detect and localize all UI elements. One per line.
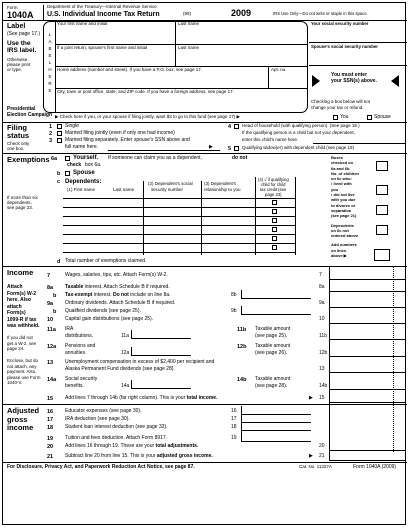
attach-note: Attach Form(s) W-2 here. Also attach Form(s) 1099-R if tax was withheld. — [7, 284, 40, 329]
line18-amount[interactable] — [241, 422, 311, 431]
line7-label: Wages, salaries, tips, etc. Attach Form(s) W-2. — [65, 272, 168, 278]
pec-you-checkbox[interactable] — [333, 115, 338, 120]
line11a-amount[interactable] — [131, 330, 191, 339]
mfj-checkbox[interactable] — [57, 131, 62, 136]
line17-label: IRA deduction (see page 30). — [65, 416, 130, 422]
line20-amount[interactable] — [329, 441, 406, 451]
filing-title2: status — [7, 131, 30, 140]
yourself-text: If someone can claim you as a dependent, — [108, 155, 202, 161]
line9b-amount[interactable] — [241, 306, 311, 315]
total-exemptions-label: Total number of exemptions claimed. — [65, 258, 147, 264]
label-other1: Otherwise, — [7, 57, 29, 62]
line7-amount[interactable] — [329, 270, 406, 280]
dep-credit-checkbox[interactable] — [272, 227, 277, 232]
checking-note2: change your tax or refund. — [311, 105, 364, 110]
qw-label: Qualifying widow(er) with dependent child (see page 19) — [242, 145, 355, 150]
label-use2: IRS label. — [7, 47, 37, 54]
left-triangle-icon — [312, 75, 320, 87]
line12a-amount[interactable] — [131, 347, 191, 356]
ssn-warning: You must enter your SSN(s) above. — [309, 67, 407, 97]
dependent-row[interactable] — [63, 234, 295, 235]
form-tag: (99) — [183, 11, 192, 16]
dep-credit-checkbox[interactable] — [272, 218, 277, 223]
form-1040a-page: Form 1040A Department of the Treasury—Internal Revenue Service U.S. Individual Income Tax Return (99) 2009 IRS Use Only—Do not write or staple in this space. Label (See page 17.) Use the IRS label. Otherwise, please print or type. L A B E L H E R E Your first name and initial Last name If a joint return, spouse's first name and initial Last name Home address (number and street). If you have a P.O. box, see page 17. Apt. no. City, town or post office, state, and ZIP code. If you have a foreign address, see page 17. Your social security number Spouse's social security number You must enter your SSN(s) above. Checking a box below will not change your tax or refund. Presidential Election Campaign ▶ Check here if you, or your spouse if filing jointly, want $3 to go to this fund (see page 17) ▶ You Spouse Filing status Check only one box. 1 Single 2 Married filing jointly (even if only one had income) 3 Married filing separately. Enter spouse's SSN above and full name here. ▶ 4 Head of household (with qualifying person). (See page 18.) If the qualifying person is a child but not your dependent, enter this child's name here. 5 Qualifying widow(er) with dependent child (see page 19) Exemptions 6a Yourself. If someone can claim you as a dependent, do not check box 6a. b Spouse c Dependents: (1) First name Last name (2) Dependent's social security number (3) Dependent's relationship to you (4) √ if qualifying child for child tax credit (see page 23) If more than six dependents, see page 23. Boxes checked on 6a and 6b No. of children on 6c who: • lived with you • did not live with you due to divorce or separation (see page 21) Dependents on 6c not entered above Add numbers on lines above ▶ d Total number of exemptions claimed. Income Attach Form(s) W-2 here. Also attach Form(s) 1099-R if tax was withheld. If you did not get a W-2, see page 24. Enclose, but do not attach, any payment. Also, please use Form 1040-V. 7 Wages, salaries, tips, etc. Attach Form(s) W-2. 7 8a Taxable interest. Attach Schedule B if required. 8a b Tax-exempt interest. Do not include on line 8a. 8b 9a Ordinary dividends. Attach Schedule B if required. 9a b Qualified dividends (see page 25). 9b 10 Capital gain distributions (see page 25). 10 11a IRA distributions. 11a 11b Taxable amount (see page 25). 11b 12a Pensions and annuities. 12a 12b Taxable amount (see page 26). 12b 13 Unemployment compensation in excess of $2,400 per recipient and Alaska Permanent Fund dividends (see page 28). 13 14a Social security benefits. 14a 14b Taxable amount (see page 28). 14b 15 Add lines 7 through 14b (far right column). This is your total income. ▶ 15 Adjusted gross income 16 Educator expenses (see page 30). 16 17 IRA deduction (see page 30). 17 18 Student loan interest deduction (see page 32). 18 19 Tuition and fees deduction. Attach Form 8917. 19 20 Add lines 16 through 19. These are your total adjustments. 20 21 Subtract line 20 from line 15. This is your adjusted gross income. ▶ 21 For Disclosure, Privacy Act, and Paperwork Reduction Act Notice, see page 87. Cat. No. 11327A Form 1040A (2009) — [2, 2, 406, 525]
not-lived-count[interactable] — [376, 205, 388, 215]
checking-note1: Checking a box below will not — [311, 99, 371, 104]
exemptions-title: Exemptions — [7, 155, 50, 164]
single-label: Single — [65, 123, 79, 129]
qw-checkbox[interactable] — [234, 146, 239, 151]
line14a-amount[interactable] — [131, 380, 191, 389]
mfs-label: Married filing separately. Enter spouse's SSN above and — [65, 137, 190, 143]
footer-cat: Cat. No. 11327A — [299, 464, 332, 469]
filing-title1: Filing — [7, 123, 27, 132]
city-state-zip-field[interactable]: City, town or post office, state, and ZIP code. If you have a foreign address, see page 17. — [57, 89, 234, 94]
no-w2-note: If you did not get a W-2, see page 24. — [7, 335, 37, 351]
line18-label: Student loan interest deduction (see page 32). — [65, 424, 168, 430]
dependent-row[interactable] — [63, 207, 295, 208]
pec-text: ▶ Check here if you, or your spouse if filing jointly, want $3 to go to this fund (see page 17) ▶ — [55, 114, 240, 119]
form-word: Form — [7, 5, 18, 10]
line21-label: Subtract line 20 from line 15. This is your adjusted gross income. — [65, 453, 213, 459]
pec-spouse-checkbox[interactable] — [367, 115, 372, 120]
label-other2: please print — [7, 62, 31, 67]
line15-label: Add lines 7 through 14b (far right column). This is your total income. — [65, 395, 218, 401]
mfs-arrow-icon: ▶ — [209, 144, 213, 150]
line8b-label: Tax-exempt interest. Do not include on line 8a. — [65, 292, 171, 298]
apt-field[interactable]: Apt. no. — [271, 67, 287, 72]
dep-credit-checkbox[interactable] — [272, 209, 277, 214]
single-checkbox[interactable] — [57, 124, 62, 129]
line9a-label: Ordinary dividends. Attach Schedule B if required. — [65, 300, 176, 306]
hoh-label2: If the qualifying person is a child but not your dependent, — [242, 130, 355, 135]
hoh-checkbox[interactable] — [234, 124, 239, 129]
right-triangle-icon — [391, 75, 399, 87]
line12b-amount[interactable] — [329, 340, 406, 357]
label-use1: Use the — [7, 40, 31, 47]
line21-amount[interactable] — [329, 451, 406, 461]
yourself-checkbox[interactable] — [65, 156, 70, 161]
line10-amount[interactable] — [329, 314, 406, 324]
dependents-label: Dependents: — [65, 179, 102, 185]
line14b-amount[interactable] — [329, 373, 406, 390]
footer-notice: For Disclosure, Privacy Act, and Paperwork Reduction Act Notice, see page 87. — [7, 464, 195, 470]
dependents-not-entered-count[interactable] — [376, 225, 388, 235]
label-title: Label — [7, 23, 26, 30]
form-id: 1040A — [7, 10, 34, 20]
form-title: U.S. Individual Income Tax Return — [47, 11, 160, 18]
home-address-field[interactable]: Home address (number and street). If you have a P.O. box, see page 17. — [57, 67, 202, 72]
line15-amount[interactable] — [329, 390, 406, 403]
label-here-vertical: L A B E L H E R E — [48, 32, 52, 93]
pres-title2: Election Campaign — [7, 112, 53, 118]
line21-arrow-icon: ▶ — [309, 453, 313, 459]
mfs-label2: full name here. — [65, 144, 99, 150]
agency: Department of the Treasury—Internal Revenue Service — [47, 4, 157, 9]
irs-use-note: IRS Use Only—Do not write or staple in this space. — [273, 11, 368, 16]
spouse-ssn-field[interactable]: Spouse's social security number — [309, 44, 407, 66]
pec-you-label: You — [340, 114, 349, 120]
pres-title1: Presidential — [7, 106, 36, 112]
last-name-field[interactable]: Last name — [178, 21, 200, 26]
total-exemptions-box[interactable] — [374, 249, 390, 261]
dep-credit-checkbox[interactable] — [272, 200, 277, 205]
dep-credit-checkbox[interactable] — [272, 245, 277, 250]
spouse-checkbox[interactable] — [65, 171, 70, 176]
mfs-spouse-name-field[interactable] — [108, 150, 220, 151]
line20-label: Add lines 16 through 19. These are your total adjustments. — [65, 443, 199, 449]
line15-arrow-icon: ▶ — [309, 395, 313, 401]
filing-check1: Check only — [7, 141, 30, 146]
line19-amount[interactable] — [241, 431, 311, 442]
pec-spouse-label: Spouse — [374, 114, 391, 120]
line10-label: Capital gain distributions (see page 25). — [65, 316, 154, 322]
lived-with-count[interactable] — [376, 185, 388, 195]
mfj-label: Married filing jointly (even if only one had income) — [65, 130, 175, 136]
mfs-checkbox[interactable] — [57, 138, 62, 143]
exemption-counts-labels: Boxes checked on 6a and 6b No. of children on 6c who: • lived with you • did not live with you due to divorce or separation (see page 21) Dependents on 6c not entered above Add numbers on lines above ▶ — [331, 155, 359, 259]
hoh-label: Head of household (with qualifying person). (See page 18.) — [242, 123, 360, 128]
dep-credit-checkbox[interactable] — [272, 236, 277, 241]
enclose-note: Enclose, but do not attach, any payment. Also, please use Form 1040-V. — [7, 358, 41, 385]
dependent-row[interactable] — [63, 216, 295, 217]
line13-amount[interactable] — [329, 357, 406, 373]
line19-label: Tuition and fees deduction. Attach Form 8917. — [65, 435, 168, 441]
filing-check2: one box. — [7, 146, 25, 151]
tax-year: 2009 — [231, 8, 252, 18]
dependent-row[interactable] — [63, 243, 295, 244]
footer-form: Form 1040A (2009) — [353, 464, 397, 470]
spouse-label: Spouse — [73, 170, 95, 176]
dependent-row[interactable] — [63, 252, 295, 253]
hoh-label3: enter this child's name here. — [242, 137, 299, 142]
hoh-child-name-field[interactable] — [313, 143, 405, 144]
line8b-amount[interactable] — [241, 290, 311, 299]
spouse-last-name-field[interactable]: Last name — [178, 45, 200, 50]
label-other3: or type. — [7, 67, 23, 72]
line8a-label: Taxable interest. Attach Schedule B if required. — [65, 284, 170, 290]
label-see: (See page 17.) — [7, 31, 41, 37]
yourself-label: Yourself. — [73, 155, 99, 161]
boxes-checked-count[interactable] — [376, 161, 388, 171]
line8a-amount[interactable] — [329, 282, 406, 292]
agi-title: Adjusted gross income — [7, 406, 40, 432]
income-title: Income — [7, 268, 34, 277]
line9b-label: Qualified dividends (see page 25). — [65, 308, 141, 314]
dependent-row[interactable] — [63, 225, 295, 226]
first-name-field[interactable]: Your first name and initial — [57, 21, 108, 26]
right-arrow-icon: ▶ — [55, 114, 59, 119]
ssn-field[interactable]: Your social security number — [309, 21, 407, 43]
line16-label: Educator expenses (see page 30). — [65, 408, 142, 414]
line11b-amount[interactable] — [329, 324, 406, 340]
spouse-first-name-field[interactable]: If a joint return, spouse's first name and initial — [57, 45, 148, 50]
line9a-amount[interactable] — [329, 298, 406, 308]
